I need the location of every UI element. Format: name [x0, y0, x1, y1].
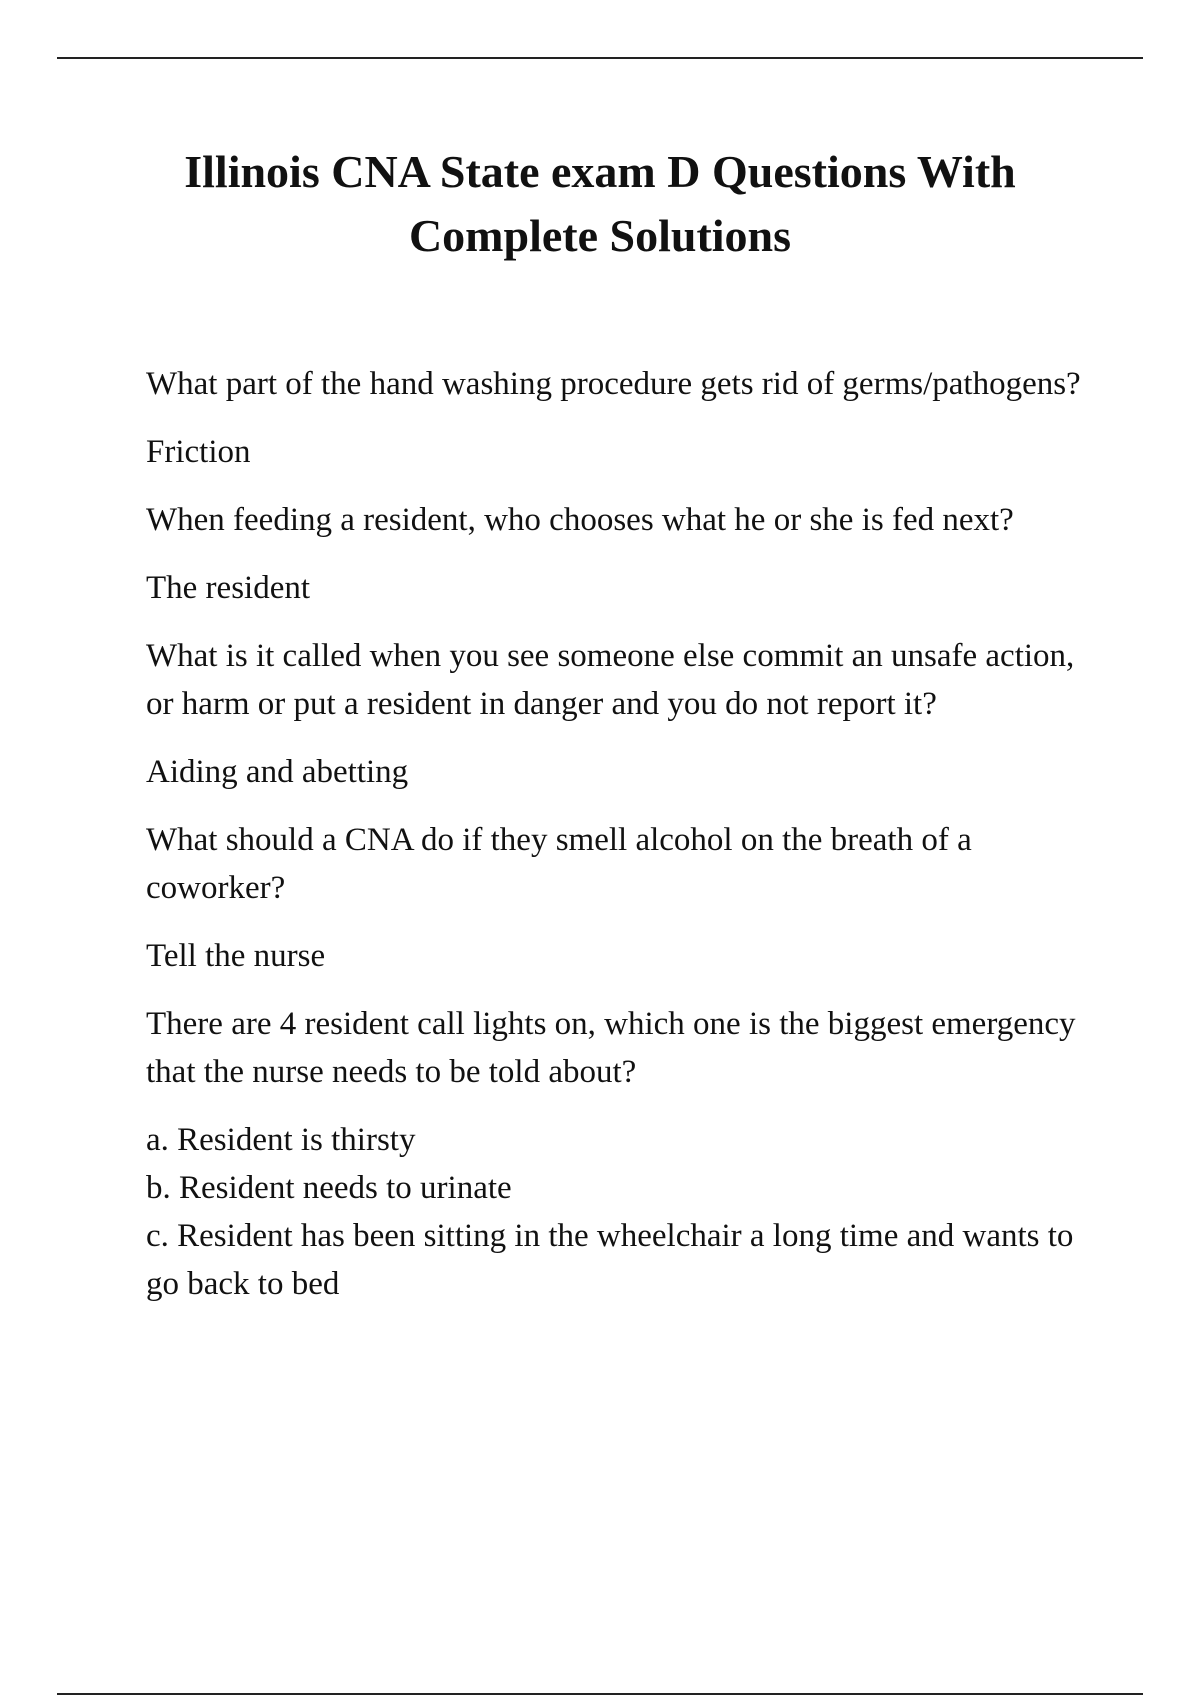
- question-1: What part of the hand washing procedure gets rid of germs/pathogens?: [146, 366, 1081, 402]
- answer-3: Aiding and abetting: [146, 754, 409, 790]
- title-line-2: Complete Solutions: [408, 210, 792, 261]
- answer-2: The resident: [146, 570, 311, 606]
- option-a: a. Resident is thirsty: [146, 1122, 416, 1158]
- question-3: What is it called when you see someone else commit an unsafe action, or harm or put a resident in danger and you do not report it?: [146, 638, 1075, 722]
- top-rule: [57, 57, 1143, 59]
- answer-1: Friction: [146, 434, 251, 470]
- question-2: When feeding a resident, who chooses what he or she is fed next?: [146, 502, 1014, 538]
- option-b: b. Resident needs to urinate: [146, 1170, 512, 1206]
- bottom-rule: [57, 1693, 1143, 1695]
- question-5: There are 4 resident call lights on, which one is the biggest emergency that the nurse needs to be told about?: [146, 1006, 1076, 1090]
- answer-4: Tell the nurse: [146, 938, 326, 974]
- document-body: [146, 360, 1106, 1308]
- question-4: What should a CNA do if they smell alcohol on the breath of a coworker?: [146, 822, 972, 906]
- option-c: c. Resident has been sitting in the wheelchair a long time and wants to go back to bed: [146, 1218, 1074, 1302]
- document-title: [100, 140, 1100, 268]
- answer-options: [146, 1116, 1106, 1308]
- title-line-1: Illinois CNA State exam D Questions With: [184, 146, 1016, 197]
